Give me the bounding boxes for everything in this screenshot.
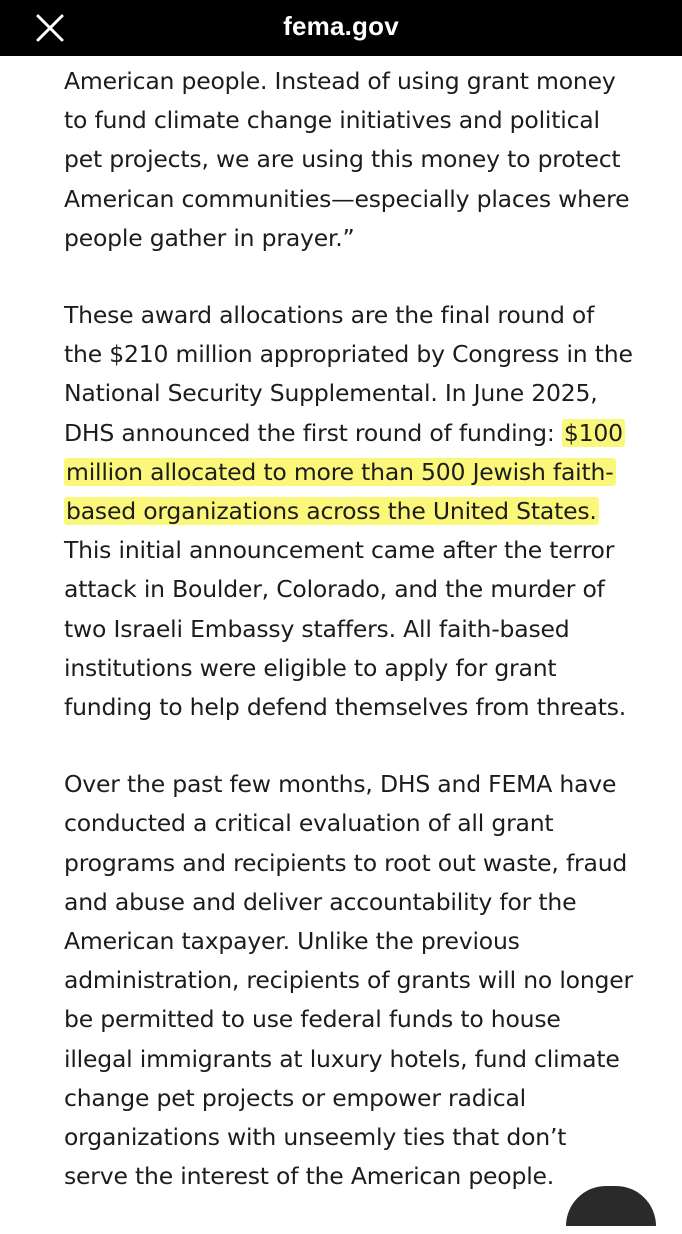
paragraph-2-text-start: These award allocations are the final round of the $210 million appropriated by Congress in the National Security Supplemental. In June 2025, DHS announced the first round of funding: — [64, 301, 633, 447]
top-bar — [0, 0, 682, 56]
article-body — [64, 62, 636, 1234]
paragraph-1: American people. Instead of using grant money to fund climate change initiatives and political pet projects, we are using this money to protect American communities—especially places where people gather in prayer.” — [64, 67, 630, 252]
paragraph-2-text-end: This initial announcement came after the terror attack in Boulder, Colorado, and the murder of two Israeli Embassy staffers. All faith-based institutions were eligible to apply for grant funding to help defend themselves from threats. — [64, 536, 627, 722]
domain-label: fema.gov — [283, 11, 399, 41]
close-button[interactable] — [26, 4, 74, 52]
highlighted-text: $100 million allocated to more than 500 Jewish faith-based organizations across the United States. — [66, 418, 623, 526]
paragraph-2 — [64, 296, 636, 727]
paragraph-3: Over the past few months, DHS and FEMA have conducted a critical evaluation of all grant programs and recipients to root out waste, fraud and abuse and deliver accountability for the American taxpayer. Unlike the previous administration, recipients of grants will no longer be permitted to use federal funds to house illegal immigrants at luxury hotels, fund climate change pet projects or empower radical organizations with unseemly ties that don’t serve the interest of the American people. — [64, 770, 633, 1191]
close-icon[interactable] — [26, 4, 74, 52]
